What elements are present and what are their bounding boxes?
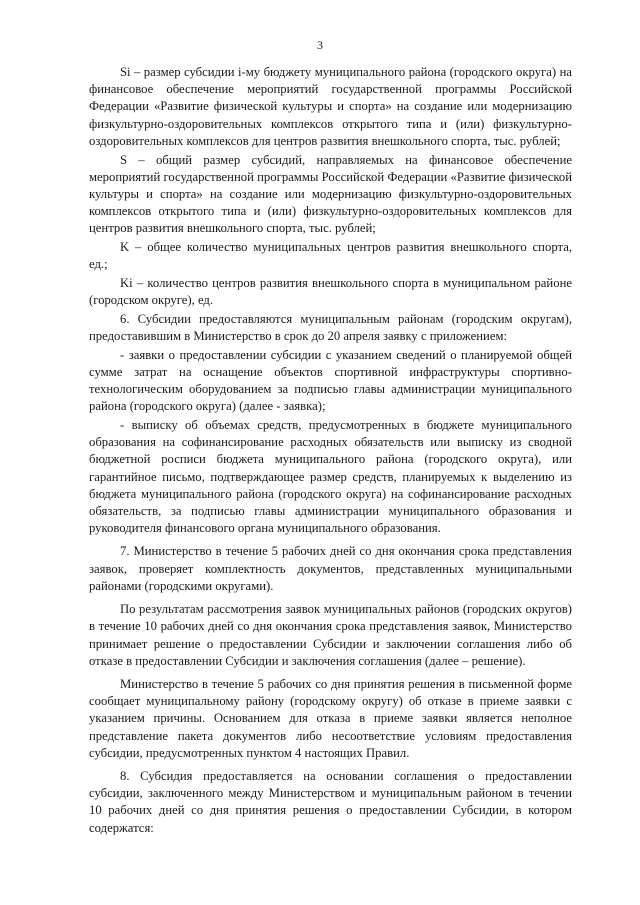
paragraph-si-definition: Si – размер субсидии i-му бюджету муниципального района (городского округа) на финансовое обеспечение мероприятий государственной программы Российской Федерации «Развитие физической культуры и спорта» на создание или модернизацию физкультурно-оздоровительных комплексов открытого типа и (или) физкультурно-оздоровительных комплексов для центров развития внешкольного спорта, тыс. рублей; [89, 65, 572, 148]
paragraph-clause-6-item-extract: - выписку об объемах средств, предусмотренных в бюджете муниципального образования на софинансирование расходных обязательств или выписку из сводной бюджетной росписи бюджета муниципального района (городского округа), или гарантийное письмо, подтверждающее размер средств, планируемых к выделению из бюджета муниципального района (городского округа) на софинансирование расходных обязательств, за подписью главы администрации муниципального образования и руководителя финансового органа муниципального образования. [89, 418, 572, 536]
paragraph-clause-8: 8. Субсидия предоставляется на основании соглашения о предоставлении субсидии, заключенного между Министерством и муниципальным районом в течении 10 рабочих дней со дня принятия решения о предоставлении Субсидии, в котором содержатся: [89, 768, 572, 835]
paragraph-clause-7-review: По результатам рассмотрения заявок муниципальных районов (городских округов) в течение 10 рабочих дней со дня окончания срока представления заявок, Министерство принимает решение о предоставлении Субсидии и заключении соглашения либо об отказе в предоставлении Субсидии и заключения соглашения (далее – решение). [89, 602, 572, 668]
paragraph-k-definition: K – общее количество муниципальных центров развития внешкольного спорта, ед.; [89, 240, 572, 272]
paragraph-clause-7: 7. Министерство в течение 5 рабочих дней со дня окончания срока представления заявок, проверяет комплектность документов, представленных муниципальными районами (городскими округами). [89, 544, 572, 593]
paragraph-clause-6-item-application: - заявки о предоставлении субсидии с указанием сведений о планируемой общей сумме затрат на оснащение объектов спортивной инфраструктуры спортивно-технологическим оборудованием за подписью главы администрации муниципального района (городского округа) (далее - заявка); [89, 347, 572, 414]
paragraph-clause-6: 6. Субсидии предоставляются муниципальным районам (городским округам), предоставившим в Министерство в срок до 20 апреля заявку с приложением: [89, 311, 572, 344]
page-number: 3 [317, 38, 323, 52]
paragraph-ki-definition: Ki – количество центров развития внешкольного спорта в муниципальном районе (городском округе), ед. [89, 275, 572, 308]
paragraph-s-definition: S – общий размер субсидий, направляемых на финансовое обеспечение мероприятий государственной программы Российской Федерации «Развитие физической культуры и спорта» на создание или модернизацию физкультурно-оздоровительных комплексов открытого типа и (или) физкультурно-оздоровительных комплексов для центров развития внешкольного спорта, тыс. рублей; [89, 152, 572, 236]
document-body [89, 64, 572, 838]
paragraph-clause-7-refusal: Министерство в течение 5 рабочих со дня принятия решения в письменной форме сообщает муниципальному району (городскому округу) об отказе в приеме заявки с указанием причины. Основанием для отказа в приеме заявки является неполное представление пакета документов либо несоответствие условиям предоставления субсидии, предусмотренных пунктом 4 настоящих Правил. [89, 676, 572, 760]
